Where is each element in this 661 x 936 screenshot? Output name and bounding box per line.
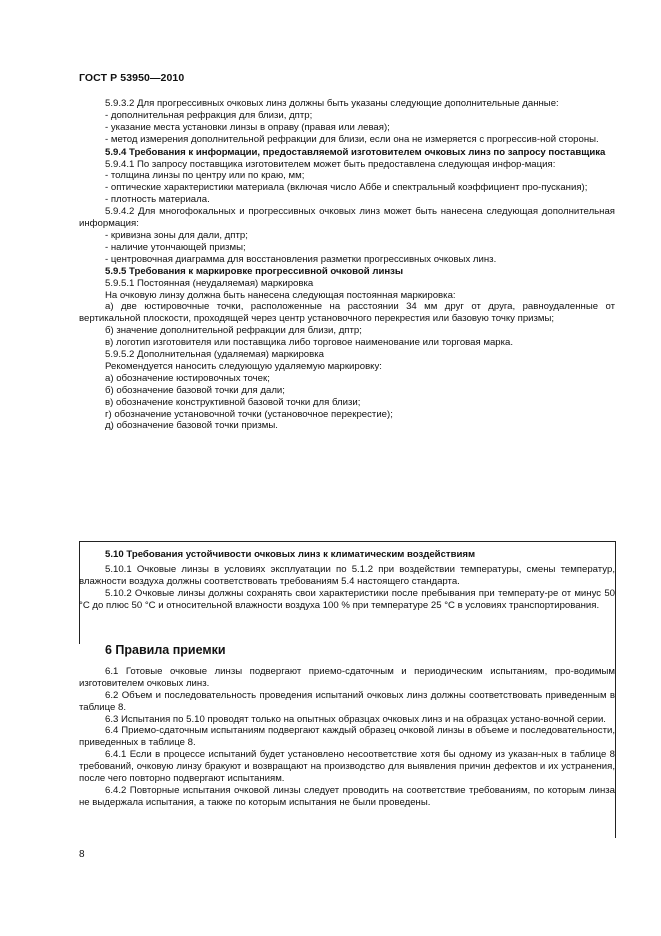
list-item: а) две юстировочные точки, расположенные на расстоянии 34 мм друг от друга, равноудаленные от вертикальной плоскости, проходящей через центр установочного перекрестия или базовую точку призмы;: [79, 301, 615, 325]
paragraph-5-9-4-1: 5.9.4.1 По запросу поставщика изготовителем может быть предоставлена следующая инфор-мация:: [105, 158, 556, 170]
paragraph-6-4-2: 6.4.2 Повторные испытания очковой линзы следует проводить на соответствие требованиям, по которым линза не выдержала испытания, а также по которым испытания не были проведены.: [79, 784, 615, 808]
list-item: - кривизна зоны для дали, дптр;: [105, 229, 248, 241]
paragraph-5-9-5-2: Рекомендуется наносить следующую удаляемую маркировку:: [105, 360, 382, 372]
list-item: - толщина линзы по центру или по краю, мм;: [105, 170, 305, 182]
heading-5-9-4: 5.9.4 Требования к информации, предоставляемой изготовителем очковых линз по запросу поставщика: [105, 146, 606, 158]
section-6-block: [79, 645, 615, 809]
page-number: 8: [79, 849, 85, 860]
list-item: - плотность материала.: [105, 194, 210, 206]
list-item: г) обозначение установочной точки (установочное перекрестие);: [105, 408, 393, 420]
list-item: - наличие утончающей призмы;: [105, 241, 246, 253]
paragraph-5-9-5-1: На очковую линзу должна быть нанесена следующая постоянная маркировка:: [105, 289, 456, 301]
section-5-9-block: [79, 98, 615, 432]
list-item: б) значение дополнительной рефракции для близи, дптр;: [105, 325, 362, 337]
list-item: а) обозначение юстировочных точек;: [105, 372, 270, 384]
paragraph-6-4-1: 6.4.1 Если в процессе испытаний будет установлено несоответствие хотя бы одному из указан-ных в таблице 8 требований, очковую линзу бракуют и возвращают на производство для выявления причин дефектов и их устранения, после чего повторно подвергают испытаниям.: [79, 749, 615, 785]
list-item: в) логотип изготовителя или поставщика либо торговое наименование или торговая марка.: [105, 337, 514, 349]
list-item: б) обозначение базовой точки для дали;: [105, 384, 285, 396]
paragraph-5-10-1: 5.10.1 Очковые линзы в условиях эксплуатации по 5.1.2 при воздействии температуры, смены температур, влажности воздуха должны соответствовать требованиям 5.4 настоящего стандарта.: [79, 563, 615, 587]
list-item: д) обозначение базовой точки призмы.: [105, 420, 278, 432]
paragraph-5-10-2: 5.10.2 Очковые линзы должны сохранять свои характеристики после пребывания при температу-ре от минус 50 °С до плюс 50 °С и относительной влажности воздуха 100 % при температуре 25 °С в условиях транспортирования.: [79, 587, 615, 611]
change-frame-top-rule: [79, 541, 616, 542]
paragraph-6-3: 6.3 Испытания по 5.10 проводят только на опытных образцах очковых линз и на образцах устано-вочной серии.: [105, 713, 606, 725]
list-item: - дополнительная рефракция для близи, дптр;: [105, 109, 313, 121]
list-item: - метод измерения дополнительной рефракции для близи, если она не измеряется с прогрессив-ной стороны.: [105, 133, 599, 145]
paragraph-6-2: 6.2 Объем и последовательность проведения испытаний очковых линз должны соответствовать приведенным в таблице 8.: [79, 689, 615, 713]
paragraph-5-9-4-2: 5.9.4.2 Для многофокальных и прогрессивных очковых линз может быть нанесена следующая дополнительная информация:: [79, 206, 615, 230]
paragraph-6-1: 6.1 Готовые очковые линзы подвергают приемо-сдаточным и периодическим испытаниям, про-водимым изготовителем очковых линз.: [79, 665, 615, 689]
heading-5-10: 5.10 Требования устойчивости очковых линз к климатическим воздействиям: [105, 549, 476, 560]
section-5-10-block: [79, 549, 615, 612]
list-item: - центровочная диаграмма для восстановления разметки прогрессивных очковых линз.: [105, 253, 497, 265]
list-item: - указание места установки линзы в оправу (правая или левая);: [105, 121, 390, 133]
heading-5-9-5: 5.9.5 Требования к маркировке прогрессивной очковой линзы: [105, 265, 404, 277]
paragraph-6-4: 6.4 Приемо-сдаточным испытаниям подвергают каждый образец очковой линзы в объеме и последовательности, приведенных в таблице 8.: [79, 725, 615, 749]
list-item: - оптические характеристики материала (включая число Аббе и спектральный коэффициент про-пускания);: [105, 182, 588, 194]
change-frame-right-rule: [615, 541, 616, 838]
paragraph-5-9-3-2: 5.9.3.2 Для прогрессивных очковых линз должны быть указаны следующие дополнительные данные:: [105, 98, 559, 109]
section-6-heading: 6 Правила приемки: [105, 643, 226, 657]
subheading-5-9-5-1: 5.9.5.1 Постоянная (неудаляемая) маркировка: [105, 277, 314, 289]
subheading-5-9-5-2: 5.9.5.2 Дополнительная (удаляемая) маркировка: [105, 349, 324, 361]
document-header: ГОСТ Р 53950—2010: [79, 72, 185, 84]
list-item: в) обозначение конструктивной базовой точки для близи;: [105, 396, 361, 408]
